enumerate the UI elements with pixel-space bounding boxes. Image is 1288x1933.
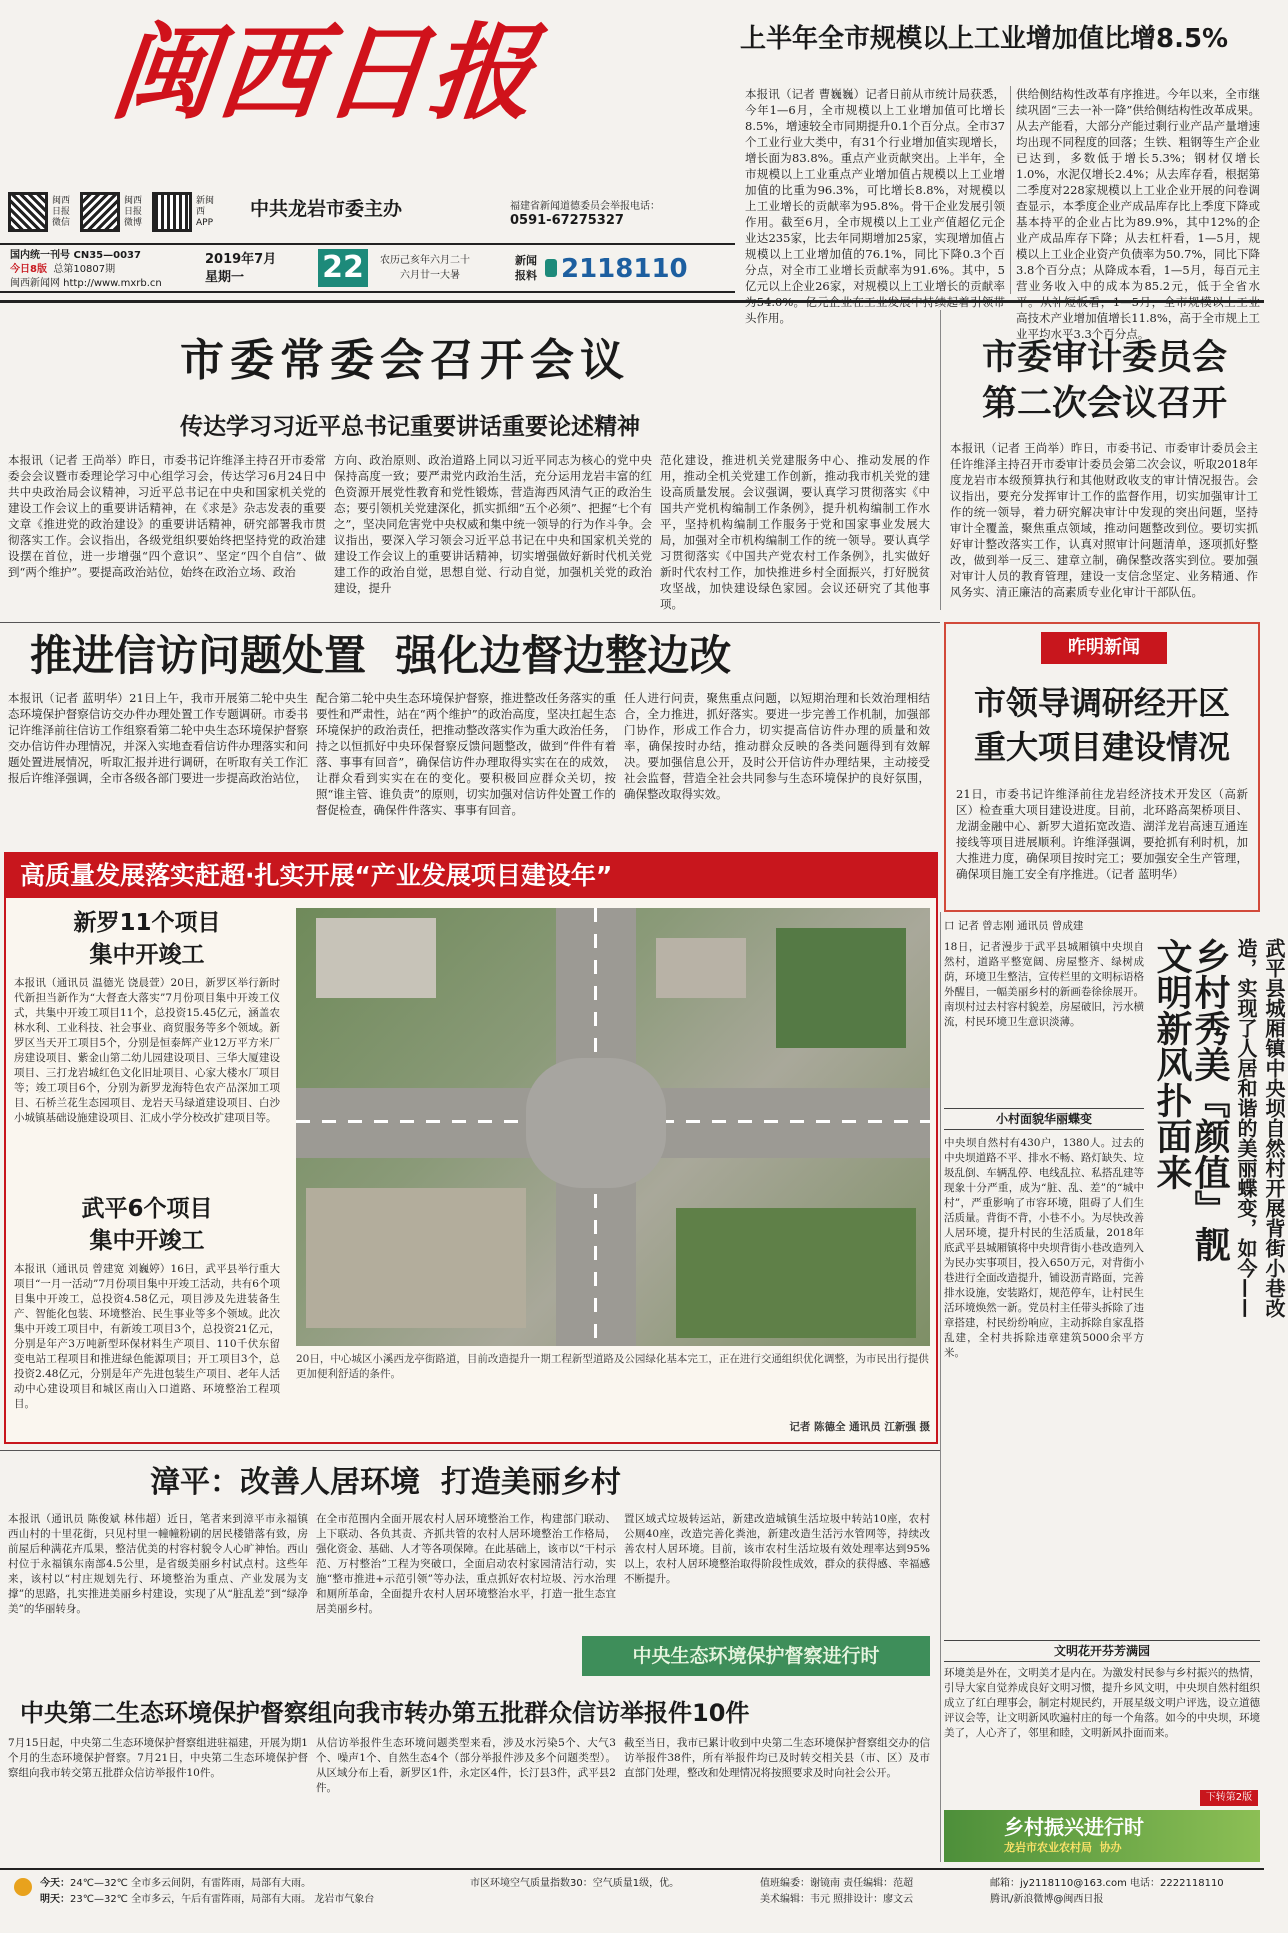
qr-code-icon — [8, 192, 48, 232]
weather-today: 24℃—32℃ 全市多云间阴，有雷阵雨，局部有大雨。 — [70, 1878, 312, 1889]
story-industry-col1: 本报讯（记者 曹巍巍）记者日前从市统计局获悉，今年1—6月，全市规模以上工业增加值可比增长8.5%，增速较全市同期提升0.1个百分点。全市37个工业行业大类中，有31个行业增加值实现增长，增长面为83.8%。重点产业贡献突出。上半年，全市规模以上工业重点产业增加值占规模以上工业增加值的比重为96.3%，可比增长8.8%，对规模以上工业增长的贡献率为95.8%。骨干企业发展引领作用。截至6月，全市规模以上工业产值超亿元企业达235家，比去年同期增加25家，实现增加值占规模以上工业增加值的76.1%，同比下降0.3个百分点，对全市工业增长贡献率为91.6%。其中，5亿元以上企业26家，对规模以上工业增长的贡献率 头作用。 — [745, 87, 1005, 325]
story-eco-col3: 截至当日，我市已累计收到中央第二生态环境保护督察组交办的信访举报件38件，所有举报件均已及时转交相关县（市、区）及市直部门处理，整改和处理情况将按照要求及时向社会公开。 — [624, 1737, 930, 1779]
story-body: 21日，市委书记许维泽前往龙岩经济技术开发区（高新区）检查重大项目建设进度。目前，北环路高架桥项目、龙湖金融中心、新罗大道拓宽改造、湖洋龙岩高速互通连接线等项目进展顺利。许维泽强调，要抢抓有利时机，加大推进力度，确保项目按时完工；要加强安全生产管理，确保项目施工安全有序推进。（记者 蓝明华） — [956, 787, 1248, 881]
story-petition-col1: 本报讯（记者 蓝明华）21日上午，我市开展第二轮中央生态环境保护督察信访交办件办理处置工作专题调研。市委书记许维泽前往信访工作组察看第二轮中央生态环境保护督察交办信访件办理情况，并深入实地查看信访件办理落实和问题处置进展情况，听取汇报并进行调研，在听取有关工作汇报后许维泽强调，全市各级各部门要进一步提高政治站位， — [8, 691, 308, 785]
masthead — [0, 0, 735, 240]
sponsor-line: 中共龙岩市委主办 — [250, 198, 403, 220]
column-tag: 昨明新闻 — [1041, 632, 1167, 664]
contact — [990, 1876, 1260, 1908]
hotline-label: 报料 — [515, 269, 537, 282]
weather-source: 龙岩市气象台 — [314, 1894, 375, 1905]
story-xinluo-headline-1: 新罗11个项目 — [73, 910, 221, 936]
section-title: 小村面貌华丽蝶变 — [944, 1108, 1144, 1130]
newspaper-logo: 闽西日报 — [105, 11, 543, 134]
qr-label: 新闽西APP — [196, 196, 215, 228]
story-zhangping-col2: 在全市范围内全面开展农村人居环境整治工作，构建部门联动、上下联动、各负其责、齐抓共管的农村人居环境整治工作格局，强化资金、基础、人才等各项保障。在此基础上，该市以“干村示范、万村整治”工程为突破口，全面启动农村家园清洁行动，实施“整市推进+示范引领”等办法，重点抓好农村垃圾、污水治理和厕所革命，全面提升农村人居环境整治水平，打造一批生态宜居美丽乡村。 — [316, 1513, 616, 1615]
story-standing-col3: 范化建设，推进机关党建服务中心、推动发展的作用，推动全机关党建工作创新，推动我市机关党的建设高质量发展。会议强调，要认真学习贯彻落实《中国共产党机构编制工作条例》，提升机构编制工作水平，坚持机构编制工作服务于党和国家事业发展大局，加强对全市机构编制工作的统一领导。要认真学习贯彻落实《中国共产党农村工作条例》，扎实做好新时代农村工作，加快推进乡村全面振兴，打好脱贫攻坚战，加快建设绿色家园。会议还研究了其他事项。 — [660, 453, 930, 611]
hotline-number: 2118110 — [561, 254, 688, 284]
story-zhangping-col3: 置区域式垃圾转运站，新建改造城镇生活垃圾中转站10座，农村公厕40座，改造完善化粪池，新建改造生活污水管网等，持续改善农村人居环境。目前，该市农村生活垃圾有效处理率达到95%以上，农村人居环境整治取得阶段性成效，群众的获得感、幸福感不断提升。 — [624, 1513, 930, 1585]
weather-tomorrow-label: 明天： — [40, 1894, 70, 1905]
hotline-label: 新闻 — [515, 254, 537, 267]
story-xinluo-headline-2: 集中开竣工 — [89, 942, 205, 968]
continued-tag: 下转第2版 — [1200, 1790, 1258, 1806]
date-year-month: 2019年7月 — [205, 252, 277, 267]
qr-codes — [8, 192, 218, 234]
story-audit-headline-2: 第二次会议召开 — [981, 384, 1227, 424]
story-wuping-body: 本报讯（通讯员 曾建宽 刘巍婷）16日，武平县举行重大项目“一月一活动”7月份项目集中开竣工活动，共有6个项目集中开竣工，总投资4.58亿元，项目涉及先进装备生产、智能化包装、环境整治、民生事业等多个领域。此次集中开竣工项目中，有新竣工项目3个，总投资21亿元，分别是年产3万吨新型环保材料生产项目、110千伏东留变电站工程项目和推进绿色能源项目；开工项目3个，总投资2.48亿元，分别是年产先进包装生产项目、老年人活动中心建设项目和城区南山入口道路、环境整治工程项目。 — [14, 1263, 280, 1410]
countryside-headline-vertical — [1150, 938, 1228, 1418]
headline: 重大项目建设情况 — [973, 728, 1230, 766]
aerial-photo — [296, 908, 930, 1346]
cn-code: 国内统一刊号 CN35—0037 — [10, 250, 141, 261]
lunar-date — [380, 253, 510, 283]
feature-section — [4, 852, 938, 1444]
weather — [40, 1876, 460, 1908]
story-industry-col2: 供给侧结构性改革有序推进。今年以来，全市继续巩固“三去一补一降”供给侧结构性改革成果。从去产能看，大部分产能过剩行业产品产量增速均出现不同程度的回落；生铁、粗钢等生产企业已达到，多数低于增长5.3%；钢材仅增长1.0%，水泥仅增长2.4%；从去库存看，根据第二季度对228家规模以上工业企业开展的问卷调查显示，本季度企业产成品库存比上季度下降或基本持平的企业占比为89.9%，其中12%的企业产成品库存下降；从去杠杆看，1—5月，规模以上工业企业资产负债率为50.7%，同比下降3.8个百分点；从降成本看，1—5月，每百元主营业务收入中的成本为85.2元，低于全省水 高技术产业增加值增长11.8%，高于全市规上工业平均水平3.3个百分点。 — [1016, 87, 1260, 341]
story-eco-headline: 中央第二生态环境保护督察组向我市转办第五批群众信访举报件10件 — [20, 1699, 750, 1727]
footer — [0, 1868, 1264, 1933]
email[interactable]: 邮箱：jy2118110@163.com — [990, 1878, 1127, 1889]
story-petition-col2: 配合第二轮中央生态环境保护督察，推进整改任务落实的重要性和严肃性，站在“两个维护”的政治高度，坚决扛起生态环境保护的政治责任，把推动整改落实作为重大政治任务，持之以恒抓好中央环保督察反馈问题整改，做到“件件有着落、事事有回音”，确保信访件办理取得实实在在的成效，让群众看到实实在在的变化。要积极回应群众关切，按照“谁主管、谁负责”的原则，切实加强对信访件处置工作的督促检查，确保件件落实、事事有回音。 — [316, 691, 616, 817]
story-xinluo-body: 本报讯（通讯员 温德光 饶晨萱）20日，新罗区举行新时代新担当新作为“大督查大落实”7月份项目集中开竣工仪式，共集中开竣工项目11个，总投资15.45亿元，涵盖农林水利、工业科技、社会事业、商贸服务等多个领域。新罗区当天开工项目5个，分别是恒泰辉产业12万平方米厂房建设项目、紫金山第二幼儿园建设项目、三华大厦建设项目、三打龙岩城红色文化旧址项目、心家大楼水厂项目等；竣工项目6个，分别为新罗龙海特色农产品深加工项目、石桥兰花生态园项目、龙岩天马绿道建设项目、白沙小城镇基础设施建设项目、汇成小学分校改扩建项目等。 — [14, 977, 280, 1124]
countryside-section2: 环境美是外在，文明美才是内在。为激发村民参与乡村振兴的热情，引导大家自觉养成良好文明习惯，提升乡风文明，中央坝自然村组织成立了红白理事会，制定村规民约，开展星级文明户评选，设立道德评议会等，让文明新风吹遍村庄的每一个角落。如今的中央坝，环境美了，人心齐了，邻里和睦，文明新风扑面而来。 — [944, 1667, 1260, 1739]
qr-label: 闽西日报微信 — [52, 196, 71, 228]
dateline-bar — [0, 243, 735, 293]
headline: 市领导调研经开区 — [973, 684, 1230, 722]
countryside-section1-cont — [944, 1456, 1260, 1632]
phone-icon — [545, 259, 557, 277]
lunar-line: 六月廿一大暑 — [400, 270, 460, 281]
subhead: 武平县城厢镇中央坝自然村开展背街小巷改造，实现了人居和谐的美丽蝶变，如今—— — [1234, 938, 1286, 1318]
rural-banner-sub: 龙岩市农业农村局 协办 — [1004, 1841, 1122, 1854]
story-audit-headline-1: 市委审计委员会 — [981, 338, 1227, 378]
story-wuping-headline-1: 武平6个项目 — [81, 1196, 213, 1222]
rural-banner — [944, 1810, 1260, 1862]
phone-number: 0591-67275327 — [510, 213, 624, 228]
story-eco-col2: 从信访举报件生态环境问题类型来看，涉及水污染5个、大气3个、噪声1个、自然生态4个（部分举报件涉及多个问题类型）。从区域分布上看，新罗区1件，永定区4件，长汀县3件，武平县2件。 — [316, 1737, 616, 1794]
day-number: 22 — [318, 249, 368, 287]
countryside-intro: 18日，记者漫步于武平县城厢镇中央坝自然村，道路平整宽阔、房屋整齐、绿树成荫，环境卫生整洁，宣传栏里的文明标语格外醒目，一幅美丽乡村的新画卷徐徐展开。南坝村过去村容村貌差，房屋破旧，污水横流，村民环境卫生意识淡薄。 — [944, 941, 1144, 1028]
headline: 乡村秀美『颜值』靓 — [1189, 938, 1230, 1262]
story-zhangping-col1: 本报讯（通讯员 陈俊斌 林伟超）近日，笔者来到漳平市永福镇西山村的十里花街，只见村里一幢幢粉刷的居民楼错落有致，房前屋后种满花卉瓜果，整洁优美的村容村貌令人心旷神怡。西山村位于永福镇东南部4.5公里，是省级美丽乡村试点村。这些年来，该村以“村庄规划先行、环境整治为重点、产业发展为支撑”的思路，扎实推进美丽乡村建设，实现了从“脏乱差”到“绿净美”的华丽转身。 — [8, 1513, 308, 1615]
story-audit-body: 本报讯（记者 王尚举）昨日，市委书记、市委审计委员会主任许维泽主持召开市委审计委员会第二次会议，听取2018年度龙岩市本级预算执行和其他财政收支的审计情况报告。会议指出，要充分发挥审计工作的监督作用，切实加强审计工作的统一领导，着力研究解决审计中发现的突出问题，坚持审计全覆盖，聚焦重点领域，推动问题整改到位。要切实抓好审计整改落实工作，认真对照审计问题清单，逐项抓好整改，做到举一反三、建章立制，确保整改落实到位。要加强对审计人员的教育管理，建设一支信念坚定、业务精通、作风务实、清正廉洁的高素质专业化审计干部队伍。 — [950, 441, 1258, 599]
section-title: 文明花开芬芳满园 — [944, 1640, 1260, 1662]
weekday: 星期一 — [205, 270, 245, 285]
editor-credits — [760, 1876, 980, 1908]
hotline[interactable] — [515, 251, 730, 289]
story-standing-headline: 市委常委会召开会议 — [180, 335, 630, 386]
story-petition-headline: 推进信访问题处置 强化边督边整边改 — [30, 631, 732, 680]
headline: 上半年全市规模以上工业增加值比增8.5% — [740, 24, 1229, 54]
rural-banner-title: 乡村振兴进行时 — [1004, 1815, 1144, 1839]
serial-number: 总第10807期 — [53, 264, 116, 275]
headline: 文明新风扑面来 — [1151, 938, 1192, 1190]
photo-caption: 20日，中心城区小溪西龙亭街路道，目前改造提升一期工程新型道路及公园绿化基本完工，正在进行交通组织优化调整，为市民出行提供更加便利舒适的条件。 — [296, 1353, 929, 1380]
designer: 美术编辑：韦元 照排设计：廖文云 — [760, 1894, 914, 1905]
countryside-section1: 中央坝自然村有430户，1380人。过去的中央坝道路不平、排水不畅、路灯缺失、垃圾乱倒、车辆乱停、电线乱拉、私搭乱建等现象十分严重，成为“脏、乱、差”的“城中村”，严重影响了市容环境，阻碍了人们生活质量。背街不背，小巷不小。为尽快改善人居环境，提升村民的生活质量，2018年底武平县城厢镇将中央坝背街小巷改造列入为民办实事项目，投入650万元，对背街小巷进行全面改造提升，铺设沥青路面，完善排水设施，安装路灯，规范停车，让村民生活环境焕然一新。党员村主任带头拆除了违章搭建，村民纷纷响应，主动拆除自家乱搭乱建，全村共拆除违章建筑5000余平方米。 — [944, 1137, 1144, 1359]
weather-today-label: 今天： — [40, 1878, 70, 1889]
story-standing-col1: 本报讯（记者 王尚举）昨日，市委书记许维泽主持召开市委常委会会议暨市委理论学习中心组学习会，传达学习6月24日中共中央政治局会议精神，习近平总书记在中央和国家机关党的建设工作会议上的重要讲话精神，在《求是》杂志发表的重要文章《推进党的政治建设》的重要讲话精神，研究部署我市贯彻落实工作。会议指出，各级党组织要始终把坚持党的政治建设摆在首位，进一步增强“四个意识”、坚定“四个自信”、做到“两个维护”。要提高政治站位，始终在政治立场、政治 — [8, 453, 326, 579]
weather-tomorrow: 23℃—32℃ 全市多云，午后有雷阵雨，局部有大雨。 — [70, 1894, 312, 1905]
story-zhangping-headline: 漳平：改善人居环境 打造美丽乡村 — [150, 1465, 621, 1500]
story-standing-subhead: 传达学习习近平总书记重要讲话重要论述精神 — [180, 414, 640, 440]
env-banner: 中央生态环境保护督察进行时 — [582, 1636, 930, 1676]
phone-note: 福建省新闻道德委员会举报电话： — [510, 201, 660, 212]
story-eco-col1: 7月15日起，中央第二生态环境保护督察组进驻福建，开展为期1个月的生态环境保护督察。7月21日，中央第二生态环境保护督察组向我市转交第五批群众信访举报件10件。 — [8, 1737, 308, 1779]
story-standing-col2: 方向、政治原则、政治道路上同以习近平同志为核心的党中央保持高度一致；要严肃党内政治生活，充分运用龙岩丰富的红色资源开展党性教育和党性锻炼，营造海西风清气正的政治生态；要引领机关党建深化，抓实抓细“五个必须”、把握“七个有之”，坚决同危害党中央权威和集中统一领导的行为作斗争。会议指出，要深入学习领会习近平总书记在中央和国家机关党的建设工作会议上的重要讲话精神，切实增强做好新时代机关党建工作的政治自觉，思想自觉、行动自觉，加强机关党的政治建设，提升 — [334, 453, 652, 595]
issue-info — [10, 249, 180, 291]
story-econzone-box — [944, 622, 1260, 912]
feature-banner: 高质量发展落实赶超·扎实开展“产业发展项目建设年” — [6, 854, 936, 898]
tel: 电话：2222118110 — [1130, 1878, 1224, 1889]
edition-label: 今日8版 — [10, 264, 47, 275]
website-link[interactable]: 闽西新闻网 http://www.mxrb.cn — [10, 278, 162, 289]
story-wuping-headline-2: 集中开竣工 — [89, 1228, 205, 1254]
qr-code-icon — [152, 192, 192, 232]
story-petition-col3: 任人进行问责，聚焦重点问题，以短期治理和长效治理相结合，全力推进，抓好落实。要进一步完善工作机制，加强部门协作，形成工作合力，切实提高信访件办理的质量和效率，确保按时办结，推动群众反映的各类问题得到有效解决。要加强信息公开，及时公开信访件办理结果，主动接受社会监督，营造全社会共同参与生态环境保护的良好氛围，确保整改取得实效。 — [624, 691, 930, 801]
date-block — [205, 251, 305, 287]
photo-credit: 记者 陈德全 通讯员 江新强 摄 — [789, 1421, 930, 1433]
publisher-note — [510, 200, 735, 228]
qr-label: 闽西日报微博 — [124, 196, 143, 228]
lunar-line: 农历己亥年六月二十 — [380, 255, 470, 266]
qr-code-icon — [80, 192, 120, 232]
countryside-subhead-vertical — [1232, 938, 1286, 1334]
reporter-line: 口 记者 曾志刚 通讯员 曾成建 — [944, 920, 1084, 932]
sun-icon — [14, 1878, 32, 1896]
wechat: 腾讯/新浪微博@闽西日报 — [990, 1894, 1104, 1905]
editor: 值班编委：谢镜南 责任编辑：范超 — [760, 1878, 914, 1889]
air-quality: 市区环境空气质量指数30：空气质量1级，优。 — [470, 1878, 680, 1889]
